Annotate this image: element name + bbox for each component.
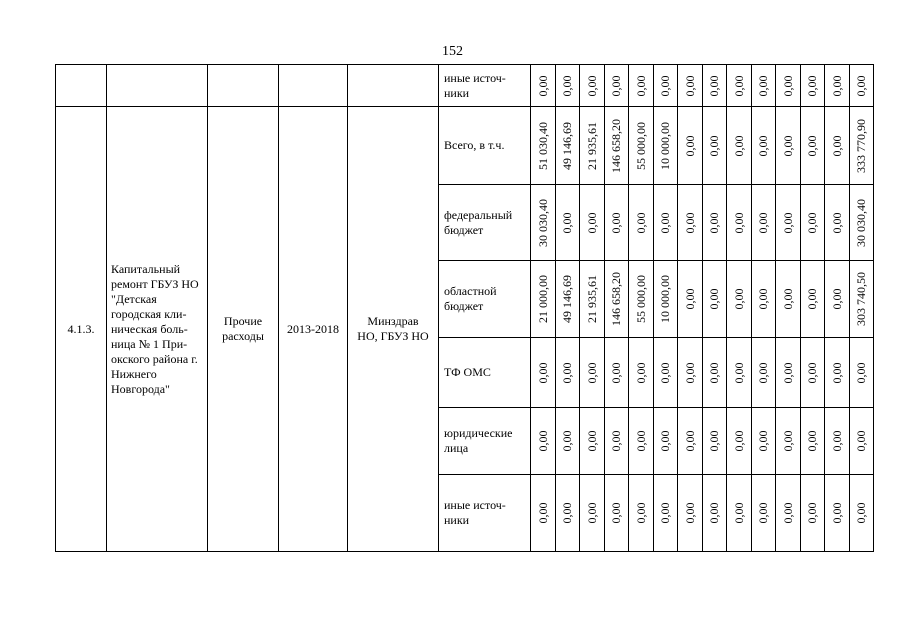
value-cell (653, 338, 678, 408)
value-cell (751, 185, 776, 261)
value-text: 21 935,61 (584, 121, 599, 170)
empty-cell (107, 65, 208, 107)
value-text: 0,00 (756, 135, 771, 156)
funding-source-label: иные источ- ники (444, 498, 506, 527)
period: 2013-2018 (287, 321, 339, 336)
value-cell (702, 107, 727, 185)
value-cell (849, 338, 874, 408)
value-cell (751, 107, 776, 185)
value-text: 0,00 (560, 212, 575, 233)
value-text: 0,00 (780, 362, 795, 383)
value-cell (678, 475, 703, 552)
value-cell (751, 338, 776, 408)
value-text: 0,00 (756, 288, 771, 310)
value-cell (825, 107, 850, 185)
value-text: 0,00 (756, 75, 771, 96)
value-text: 0,00 (829, 288, 844, 310)
value-text: 0,00 (707, 502, 722, 524)
value-cell (678, 65, 703, 107)
value-text: 0,00 (682, 75, 697, 96)
empty-cell (348, 65, 439, 107)
item-name: Капитальный ремонт ГБУЗ НО "Детская городская кли-ническая боль-ница № 1 При-окского района г. Нижнего Новгорода" (111, 261, 199, 396)
value-text: 0,00 (829, 430, 844, 452)
value-cell (531, 261, 556, 338)
value-cell (702, 185, 727, 261)
funding-source-cell (439, 408, 531, 475)
value-cell (555, 65, 580, 107)
value-cell (653, 261, 678, 338)
value-cell (776, 261, 801, 338)
executor: Минздрав НО, ГБУЗ НО (357, 314, 429, 343)
value-text: 0,00 (731, 430, 746, 452)
value-text: 0,00 (609, 362, 624, 383)
value-cell (727, 338, 752, 408)
funding-source-cell (439, 338, 531, 408)
value-cell (751, 475, 776, 552)
value-cell (751, 261, 776, 338)
value-text: 0,00 (780, 75, 795, 96)
value-cell (604, 338, 629, 408)
empty-cell (279, 65, 348, 107)
value-cell (555, 475, 580, 552)
value-text: 0,00 (731, 135, 746, 156)
value-cell (580, 408, 605, 475)
value-text: 0,00 (633, 212, 648, 233)
funding-source-label: Всего, в т.ч. (444, 138, 505, 152)
value-cell (580, 338, 605, 408)
value-cell (629, 185, 654, 261)
value-cell (629, 107, 654, 185)
value-cell (604, 107, 629, 185)
value-cell (849, 185, 874, 261)
value-cell (849, 65, 874, 107)
value-cell (555, 408, 580, 475)
value-text: 0,00 (682, 362, 697, 383)
funding-source-label: федеральный бюджет (444, 207, 513, 237)
value-text: 0,00 (854, 430, 869, 452)
value-cell (653, 107, 678, 185)
value-cell (800, 338, 825, 408)
value-cell (776, 107, 801, 185)
value-cell (751, 408, 776, 475)
value-text: 0,00 (780, 502, 795, 524)
funding-source-label: юридические лица (444, 426, 513, 455)
value-text: 0,00 (658, 75, 673, 96)
value-text: 0,00 (682, 135, 697, 156)
value-text: 0,00 (658, 362, 673, 383)
value-cell (531, 107, 556, 185)
value-cell (653, 408, 678, 475)
value-text: 0,00 (731, 75, 746, 96)
value-cell (825, 408, 850, 475)
value-cell (727, 185, 752, 261)
value-text: 0,00 (731, 362, 746, 383)
value-text: 0,00 (756, 502, 771, 524)
value-cell (678, 185, 703, 261)
value-cell (702, 261, 727, 338)
value-cell (629, 408, 654, 475)
value-cell (629, 261, 654, 338)
value-cell (727, 107, 752, 185)
value-text: 0,00 (535, 502, 550, 524)
value-text: 0,00 (780, 430, 795, 452)
value-text: 0,00 (609, 75, 624, 96)
value-cell (580, 261, 605, 338)
value-cell (531, 338, 556, 408)
value-cell (580, 107, 605, 185)
value-cell (776, 185, 801, 261)
value-cell (751, 65, 776, 107)
value-cell (800, 408, 825, 475)
value-text: 0,00 (682, 502, 697, 524)
value-text: 0,00 (560, 362, 575, 383)
value-text: 0,00 (829, 362, 844, 383)
funding-source-cell (439, 475, 531, 552)
value-text: 0,00 (682, 430, 697, 452)
value-text: 0,00 (780, 212, 795, 233)
value-cell (800, 65, 825, 107)
value-cell (702, 475, 727, 552)
value-cell (776, 475, 801, 552)
value-text: 0,00 (780, 288, 795, 310)
value-text: 0,00 (560, 502, 575, 524)
funding-source-label: ТФ ОМС (444, 365, 491, 379)
value-cell (604, 475, 629, 552)
value-text: 0,00 (658, 212, 673, 233)
value-text: 0,00 (682, 212, 697, 233)
value-text: 0,00 (633, 75, 648, 96)
value-text: 146 658,20 (609, 272, 624, 326)
value-cell (800, 475, 825, 552)
value-text: 0,00 (731, 288, 746, 310)
value-text: 10 000,00 (658, 275, 673, 323)
value-cell (727, 408, 752, 475)
value-cell (776, 408, 801, 475)
value-cell (825, 475, 850, 552)
value-cell (800, 185, 825, 261)
value-text: 0,00 (658, 502, 673, 524)
value-text: 333 770,90 (854, 118, 869, 173)
value-cell (825, 185, 850, 261)
value-text: 0,00 (854, 362, 869, 383)
value-cell (702, 408, 727, 475)
value-cell (555, 338, 580, 408)
value-text: 0,00 (805, 212, 820, 233)
value-text: 0,00 (584, 212, 599, 233)
table-row (56, 65, 874, 107)
value-text: 49 146,69 (560, 121, 575, 170)
value-text: 0,00 (854, 502, 869, 524)
value-text: 0,00 (829, 135, 844, 156)
value-text: 0,00 (633, 502, 648, 524)
value-text: 0,00 (560, 430, 575, 452)
value-text: 0,00 (805, 362, 820, 383)
funding-source-cell (439, 107, 531, 185)
value-text: 0,00 (854, 75, 869, 96)
value-text: 0,00 (584, 430, 599, 452)
value-cell (849, 475, 874, 552)
value-cell (531, 475, 556, 552)
value-cell (653, 65, 678, 107)
value-text: 21 935,61 (584, 275, 599, 323)
value-cell (825, 65, 850, 107)
value-cell (727, 261, 752, 338)
value-text: 0,00 (609, 430, 624, 452)
value-text: 0,00 (560, 75, 575, 96)
item-number-cell (56, 107, 107, 552)
value-cell (555, 107, 580, 185)
value-text: 146 658,20 (609, 118, 624, 173)
value-text: 0,00 (756, 212, 771, 233)
value-text: 0,00 (731, 502, 746, 524)
value-text: 0,00 (584, 502, 599, 524)
value-text: 0,00 (658, 430, 673, 452)
value-text: 0,00 (707, 288, 722, 310)
value-text: 0,00 (805, 430, 820, 452)
empty-cell (56, 65, 107, 107)
value-cell (800, 107, 825, 185)
value-cell (531, 408, 556, 475)
value-cell (653, 475, 678, 552)
value-cell (776, 338, 801, 408)
value-cell (825, 338, 850, 408)
value-cell (849, 107, 874, 185)
value-text: 0,00 (633, 430, 648, 452)
value-text: 0,00 (535, 430, 550, 452)
value-cell (604, 261, 629, 338)
executor-cell (348, 107, 439, 552)
value-text: 0,00 (805, 288, 820, 310)
value-cell (629, 65, 654, 107)
value-cell (580, 475, 605, 552)
value-cell (702, 338, 727, 408)
value-text: 0,00 (535, 362, 550, 383)
value-text: 0,00 (609, 502, 624, 524)
value-cell (629, 338, 654, 408)
value-text: 0,00 (535, 75, 550, 96)
value-text: 0,00 (805, 75, 820, 96)
value-cell (580, 65, 605, 107)
funding-source-label: областной бюджет (444, 284, 497, 313)
empty-cell (208, 65, 279, 107)
value-text: 30 030,40 (854, 198, 869, 247)
value-text: 0,00 (805, 502, 820, 524)
value-text: 0,00 (633, 362, 648, 383)
value-text: 0,00 (707, 75, 722, 96)
page-number: 152 (442, 44, 463, 59)
value-text: 0,00 (829, 502, 844, 524)
value-text: 0,00 (829, 212, 844, 233)
value-text: 55 000,00 (633, 121, 648, 170)
funding-source-cell (439, 65, 531, 107)
value-text: 0,00 (707, 212, 722, 233)
value-cell (580, 185, 605, 261)
value-text: 0,00 (682, 288, 697, 310)
value-cell (849, 408, 874, 475)
value-cell (678, 107, 703, 185)
value-cell (604, 185, 629, 261)
period-cell (279, 107, 348, 552)
value-cell (531, 185, 556, 261)
value-text: 0,00 (780, 135, 795, 156)
value-text: 0,00 (707, 135, 722, 156)
value-text: 55 000,00 (633, 275, 648, 323)
value-cell (604, 65, 629, 107)
value-cell (678, 261, 703, 338)
value-text: 0,00 (707, 430, 722, 452)
value-text: 0,00 (756, 362, 771, 383)
value-text: 30 030,40 (535, 198, 550, 247)
value-cell (727, 65, 752, 107)
value-text: 0,00 (584, 362, 599, 383)
expense-type-cell (208, 107, 279, 552)
value-cell (629, 475, 654, 552)
value-cell (825, 261, 850, 338)
value-text: 0,00 (829, 75, 844, 96)
value-text: 49 146,69 (560, 275, 575, 323)
value-cell (678, 408, 703, 475)
value-cell (604, 408, 629, 475)
value-text: 0,00 (707, 362, 722, 383)
value-text: 0,00 (584, 75, 599, 96)
value-cell (800, 261, 825, 338)
value-cell (776, 65, 801, 107)
expense-type: Прочие расходы (222, 314, 264, 343)
value-text: 10 000,00 (658, 121, 673, 170)
value-cell (555, 261, 580, 338)
value-text: 51 030,40 (535, 121, 550, 170)
funding-source-cell (439, 261, 531, 338)
value-cell (849, 261, 874, 338)
value-cell (727, 475, 752, 552)
table-row (56, 107, 874, 185)
value-text: 0,00 (805, 135, 820, 156)
funding-source-label: иные источ- ники (444, 70, 506, 100)
value-text: 0,00 (756, 430, 771, 452)
value-cell (531, 65, 556, 107)
value-cell (702, 65, 727, 107)
budget-table (55, 64, 874, 552)
value-text: 303 740,50 (854, 272, 869, 326)
value-text: 0,00 (609, 212, 624, 233)
item-number: 4.1.3. (67, 321, 95, 336)
value-text: 0,00 (731, 212, 746, 233)
value-cell (678, 338, 703, 408)
item-name-cell (107, 107, 208, 552)
value-cell (653, 185, 678, 261)
value-text: 21 000,00 (535, 275, 550, 323)
funding-source-cell (439, 185, 531, 261)
value-cell (555, 185, 580, 261)
